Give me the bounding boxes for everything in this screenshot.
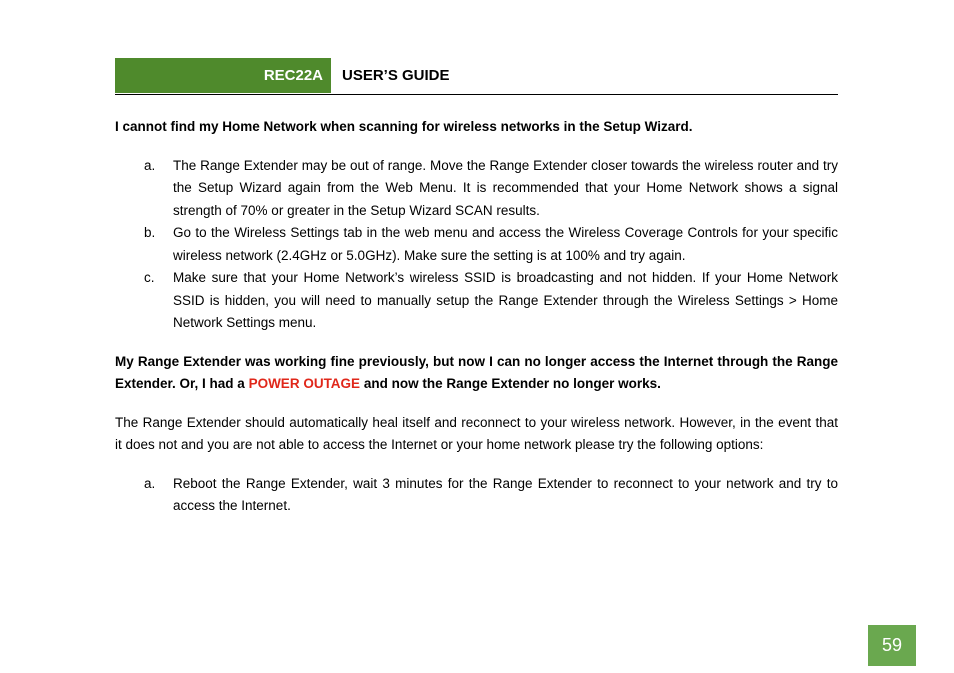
list-item-text: Make sure that your Home Network’s wireless SSID is broadcasting and not hidden. If your Home Network SSID is hidden, you will need to manually setup the Range Extender through the Wireless Settings > Home Network Settings menu. <box>173 270 838 330</box>
section1-heading: I cannot find my Home Network when scanning for wireless networks in the Setup Wizard. <box>115 119 693 134</box>
list-marker: b. <box>144 225 156 240</box>
section2-heading-text-end: and now the Range Extender no longer works. <box>360 376 661 391</box>
list-item <box>115 473 838 518</box>
header-model-badge: REC22A <box>115 58 331 93</box>
section2-heading-text: My Range Extender was working fine previously, but now I can no longer access the Internet through the Range Extender. Or, I had a <box>115 353 838 391</box>
list-item <box>115 267 838 335</box>
list-item-text: Reboot the Range Extender, wait 3 minutes for the Range Extender to reconnect to your network and try to access the Internet. <box>173 475 838 513</box>
page-number: 59 <box>868 625 916 666</box>
section1-list <box>115 155 838 335</box>
header-title: USER’S GUIDE <box>342 67 450 84</box>
list-item <box>115 222 838 267</box>
list-item-text: The Range Extender may be out of range. Move the Range Extender closer towards the wireless router and try the Setup Wizard again from the Web Menu. It is recommended that your Home Network shows a signal strength of 70% or greater in the Setup Wizard SCAN results. <box>173 157 838 218</box>
section2-paragraph: The Range Extender should automatically heal itself and reconnect to your wireless network. However, in the event that it does not and you are not able to access the Internet or your home network please try the following options: <box>115 414 838 452</box>
section2-list <box>115 473 838 518</box>
page-header <box>115 58 838 95</box>
list-item <box>115 155 838 223</box>
list-marker: c. <box>144 270 155 285</box>
list-marker: a. <box>144 475 156 491</box>
power-outage-highlight: POWER OUTAGE <box>248 376 361 391</box>
list-marker: a. <box>144 157 156 173</box>
list-item-text: Go to the Wireless Settings tab in the web menu and access the Wireless Coverage Controls for your specific wireless network (2.4GHz or 5.0GHz). Make sure the setting is at 100% and try again. <box>173 225 838 263</box>
section2-heading <box>115 351 838 396</box>
page-content <box>115 116 838 518</box>
